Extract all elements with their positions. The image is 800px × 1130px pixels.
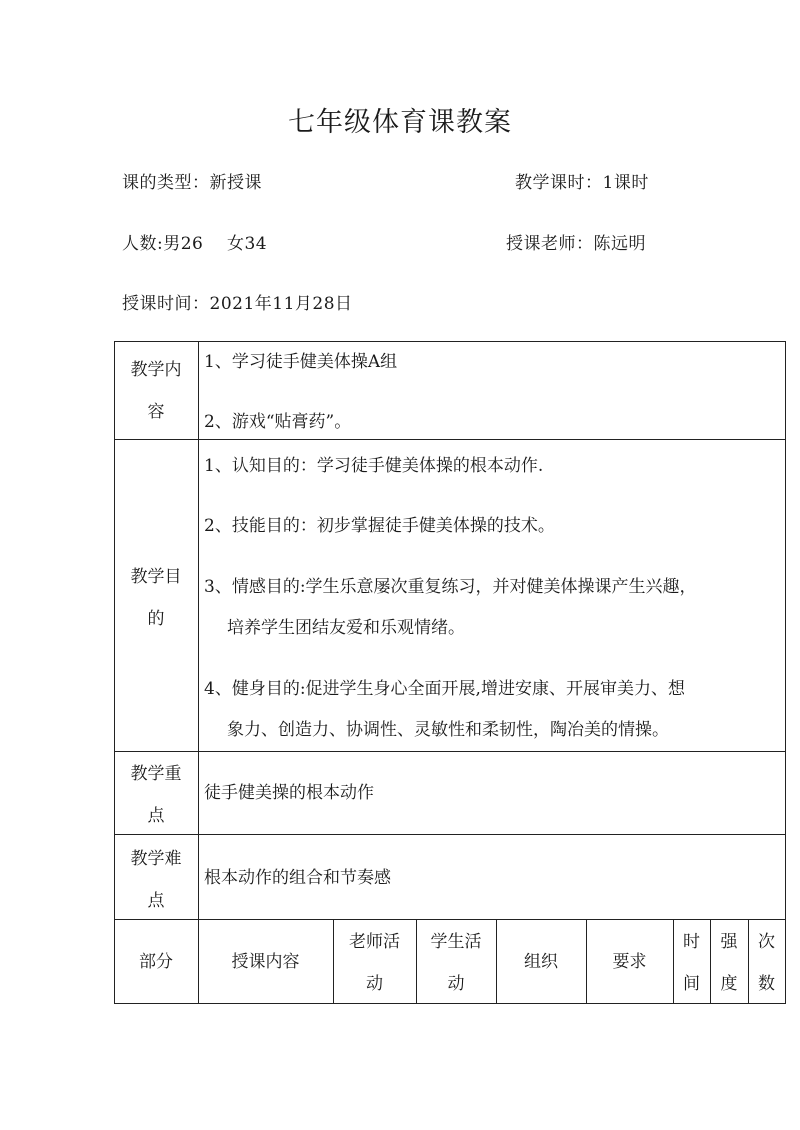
goal-line-6: 象力、创造力、协调性、灵敏性和柔韧性，陶冶美的情操。	[227, 720, 669, 740]
goal-line-3: 3、情感目的:学生乐意屡次重复练习，并对健美体操课产生兴趣，	[204, 577, 697, 597]
header-organization: 组织	[524, 952, 558, 972]
lesson-hours: 教学课时：1课时	[515, 173, 649, 193]
header-count: 次 数	[758, 932, 775, 994]
goals-label: 教学目 的	[130, 567, 182, 629]
goal-line-1: 1、认知目的：学习徒手健美体操的根本动作.	[204, 456, 544, 476]
header-intensity: 强 度	[720, 932, 738, 994]
header-student-activity: 学生活 动	[430, 932, 482, 994]
key-points-label: 教学重 点	[130, 764, 182, 826]
lesson-table	[114, 341, 786, 1004]
header-requirements: 要求	[612, 952, 647, 972]
key-points-text: 徒手健美操的根本动作	[204, 783, 374, 803]
difficulty-label: 教学难 点	[130, 849, 182, 911]
content-line-1: 1、学习徒手健美体操A组	[204, 352, 398, 372]
content-line-2: 2、游戏“贴膏药”。	[204, 412, 352, 432]
document-title: 七年级体育课教案	[288, 107, 512, 138]
student-count: 人数:男26 女34	[122, 234, 268, 254]
goal-line-4: 培养学生团结友爱和乐观情绪。	[227, 618, 465, 638]
lesson-type: 课的类型：新授课	[122, 173, 262, 193]
goal-line-2: 2、技能目的：初步掌握徒手健美体操的技术。	[204, 516, 555, 536]
content-label: 教学内 容	[130, 360, 182, 422]
header-time: 时 间	[683, 932, 700, 994]
header-content: 授课内容	[231, 952, 300, 972]
header-teacher-activity: 老师活 动	[349, 932, 400, 994]
goal-line-5: 4、健身目的:促进学生身心全面开展,增进安康、开展审美力、想	[204, 679, 685, 699]
difficulty-text: 根本动作的组合和节奏感	[204, 868, 391, 888]
lesson-date: 授课时间：2021年11月28日	[122, 294, 353, 314]
header-part: 部分	[139, 952, 173, 972]
teacher-name: 授课老师：陈远明	[506, 234, 646, 254]
